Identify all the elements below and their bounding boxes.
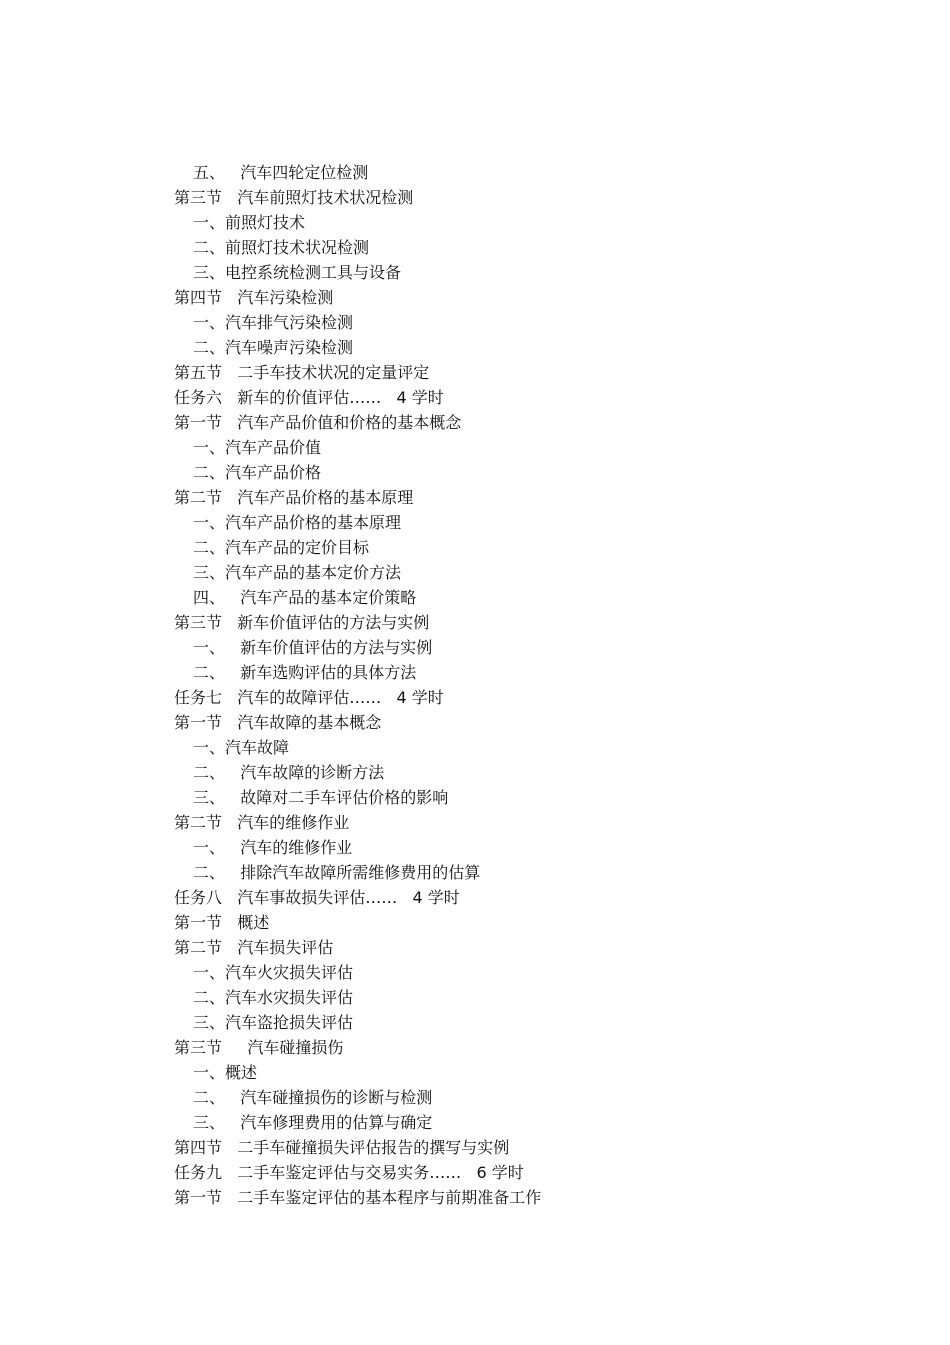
toc-item: 第二节 汽车的维修作业	[174, 813, 350, 832]
toc-item: 第二节 汽车产品价格的基本原理	[174, 488, 414, 507]
toc-item: 五、 汽车四轮定位检测	[193, 163, 369, 182]
toc-item: 任务六 新车的价值评估…… 4 学时	[174, 388, 444, 407]
toc-item: 第五节 二手车技术状况的定量评定	[174, 363, 430, 382]
toc-item: 一、汽车产品价格的基本原理	[193, 513, 402, 532]
toc-item: 一、汽车故障	[193, 738, 290, 757]
toc-item: 三、电控系统检测工具与设备	[193, 263, 402, 282]
toc-item: 任务七 汽车的故障评估…… 4 学时	[174, 688, 444, 707]
toc-item: 一、汽车火灾损失评估	[193, 963, 354, 982]
toc-item: 第一节 二手车鉴定评估的基本程序与前期准备工作	[174, 1188, 542, 1207]
toc-item: 第二节 汽车损失评估	[174, 938, 334, 957]
toc-item: 三、汽车产品的基本定价方法	[193, 563, 402, 582]
toc-item: 第一节 汽车故障的基本概念	[174, 713, 382, 732]
toc-item: 第三节 汽车碰撞损伤	[174, 1038, 344, 1057]
toc-item: 三、汽车盗抢损失评估	[193, 1013, 354, 1032]
toc-item: 三、 汽车修理费用的估算与确定	[193, 1113, 433, 1132]
toc-item: 三、 故障对二手车评估价格的影响	[193, 788, 449, 807]
toc-item: 二、 新车选购评估的具体方法	[193, 663, 417, 682]
toc-item: 第四节 汽车污染检测	[174, 288, 334, 307]
toc-item: 二、汽车产品价格	[193, 463, 322, 482]
toc-item: 二、 汽车碰撞损伤的诊断与检测	[193, 1088, 433, 1107]
toc-item: 第三节 汽车前照灯技术状况检测	[174, 188, 414, 207]
toc-item: 二、汽车产品的定价目标	[193, 538, 370, 557]
toc-item: 一、 新车价值评估的方法与实例	[193, 638, 433, 657]
toc-item: 一、前照灯技术	[193, 213, 306, 232]
toc-item: 第三节 新车价值评估的方法与实例	[174, 613, 430, 632]
toc-item: 任务九 二手车鉴定评估与交易实务…… 6 学时	[174, 1163, 524, 1182]
toc-item: 二、汽车水灾损失评估	[193, 988, 354, 1007]
table-of-contents	[174, 160, 541, 1210]
toc-item: 任务八 汽车事故损失评估…… 4 学时	[174, 888, 460, 907]
toc-item: 二、 排除汽车故障所需维修费用的估算	[193, 863, 481, 882]
toc-item: 一、汽车产品价值	[193, 438, 322, 457]
toc-item: 一、汽车排气污染检测	[193, 313, 354, 332]
toc-item: 第一节 汽车产品价值和价格的基本概念	[174, 413, 462, 432]
toc-item: 四、 汽车产品的基本定价策略	[193, 588, 417, 607]
toc-item: 二、前照灯技术状况检测	[193, 238, 370, 257]
toc-item: 二、汽车噪声污染检测	[193, 338, 354, 357]
toc-item: 二、 汽车故障的诊断方法	[193, 763, 385, 782]
toc-item: 一、 汽车的维修作业	[193, 838, 353, 857]
toc-item: 第一节 概述	[174, 913, 270, 932]
toc-item: 第四节 二手车碰撞损失评估报告的撰写与实例	[174, 1138, 510, 1157]
toc-item: 一、概述	[193, 1063, 258, 1082]
